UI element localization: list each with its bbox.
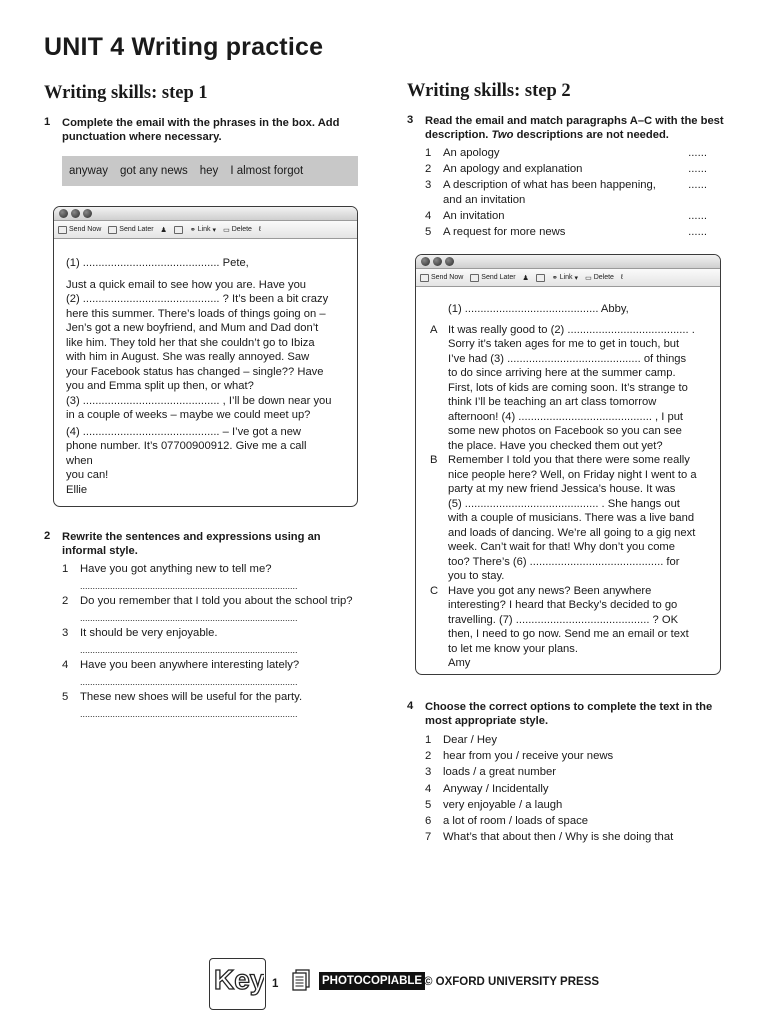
item-number: 5 bbox=[425, 798, 432, 811]
answer-blank[interactable]: ...... bbox=[688, 210, 707, 222]
item-text: Dear / Hey bbox=[443, 734, 497, 746]
q2-list bbox=[62, 562, 372, 722]
list-item bbox=[62, 658, 372, 690]
paragraph-text: It was really good to (2) ....................................... . Sorry it’s taken ages for me to get in touch, but I’ve had (3) ........................................... of things to do since arriving here at the summer camp. First, lots of kids are coming soon. It’s strange to think I’ll be teaching an art class tomorrow afternoon! (4) ........................................... , I put some new photos on Facebook so you can see the place. Have you checked them out yet? bbox=[448, 323, 695, 452]
item-text: An invitation bbox=[443, 210, 505, 222]
step2-heading: Writing skills: step 2 bbox=[407, 81, 571, 101]
minimize-window-button[interactable] bbox=[71, 209, 80, 218]
email-titlebar bbox=[54, 207, 357, 221]
clock-icon bbox=[108, 226, 117, 234]
photocopiable-badge: PHOTOCOPIABLE bbox=[319, 972, 425, 990]
list-item bbox=[425, 209, 707, 225]
send-icon bbox=[420, 274, 429, 282]
list-item bbox=[425, 162, 707, 178]
list-item bbox=[425, 225, 707, 241]
item-text: An apology bbox=[443, 147, 500, 159]
q3-instruction-emphasis: Two bbox=[491, 129, 514, 141]
attach-button[interactable] bbox=[174, 226, 183, 234]
q4-number: 4 bbox=[407, 700, 414, 712]
q4-instruction: Choose the correct options to complete the text in the most appropriate style. bbox=[425, 701, 713, 727]
answer-line[interactable]: ....................................................................................... bbox=[80, 645, 298, 655]
step1-heading: Writing skills: step 1 bbox=[44, 83, 208, 103]
email-window-2 bbox=[415, 254, 721, 675]
answer-blank[interactable]: ...... bbox=[688, 163, 707, 175]
chevron-down-icon: ▾ bbox=[212, 226, 217, 234]
list-item bbox=[62, 626, 372, 658]
email-paragraph: (3) ............................................ , I’ll be down near you in a couple of weeks – maybe we could meet up? bbox=[66, 394, 332, 421]
item-text: very enjoyable / a laugh bbox=[443, 798, 563, 811]
q1-number: 1 bbox=[44, 116, 51, 128]
email-paragraph-b bbox=[430, 453, 720, 584]
email-toolbar bbox=[54, 221, 357, 239]
send-later-button[interactable] bbox=[108, 226, 153, 234]
answer-blank[interactable]: ...... bbox=[688, 226, 707, 238]
item-text: A description of what has been happening, and an invitation bbox=[443, 179, 656, 206]
item-number: 4 bbox=[425, 210, 432, 222]
email-greeting: (1) ........................................... Abby, bbox=[448, 303, 629, 315]
key-logo-graphic bbox=[210, 959, 264, 1008]
phrase-item: I almost forgot bbox=[230, 165, 304, 177]
item-number: 4 bbox=[425, 782, 432, 795]
trash-icon: ▭ bbox=[585, 274, 592, 282]
send-now-button[interactable] bbox=[420, 274, 463, 282]
delete-button[interactable] bbox=[223, 226, 252, 234]
item-number: 2 bbox=[62, 595, 69, 607]
delete-button[interactable] bbox=[585, 274, 614, 282]
item-number: 4 bbox=[62, 659, 69, 671]
publisher-credit: © OXFORD UNIVERSITY PRESS bbox=[424, 976, 600, 988]
item-number: 5 bbox=[62, 691, 69, 703]
q2-instruction: Rewrite the sentences and expressions using an informal style. bbox=[62, 531, 321, 557]
contact-icon: ♟ bbox=[160, 226, 167, 234]
q2-number: 2 bbox=[44, 530, 51, 542]
answer-blank[interactable]: ...... bbox=[688, 147, 707, 159]
list-item bbox=[425, 813, 725, 829]
page-number: 1 bbox=[272, 978, 279, 990]
q3-instruction-part: Read the email and match paragraphs A–C with the best description. bbox=[425, 115, 724, 141]
email-paragraph: (4) ............................................ – I’ve got a new phone number. It’s 07700900912. Give me a call when you can! Ellie bbox=[66, 425, 307, 496]
contacts-button[interactable] bbox=[161, 226, 167, 234]
item-text: hear from you / receive your news bbox=[443, 750, 614, 763]
close-window-button[interactable] bbox=[59, 209, 68, 218]
item-number: 1 bbox=[425, 147, 432, 159]
email-paragraph: Just a quick email to see how you are. Have you (2) ............................................ ? It’s been a bit crazy here this summer. There’s loads of things going on – Jen’s got a new boyfriend, and Mum and Dad don’t like him. They told her that she couldn’t go to Ibiza with him in August. She was really annoyed. Saw your Facebook status has changed – single?? Have you and Emma split up then, or what? bbox=[66, 278, 329, 392]
attach-icon bbox=[174, 226, 183, 234]
delete-label: Delete bbox=[593, 274, 614, 281]
send-later-button[interactable] bbox=[470, 274, 515, 282]
send-later-label: Send Later bbox=[481, 274, 516, 281]
email-body bbox=[54, 239, 357, 497]
item-text: Have you been anywhere interesting lately? bbox=[80, 659, 300, 671]
zoom-window-button[interactable] bbox=[445, 257, 454, 266]
phrase-item: hey bbox=[199, 165, 219, 177]
link-button[interactable] bbox=[552, 274, 578, 282]
list-item bbox=[425, 764, 725, 780]
list-item bbox=[425, 748, 725, 764]
email-body bbox=[416, 287, 720, 671]
item-number: 1 bbox=[62, 563, 69, 575]
item-text: loads / a great number bbox=[443, 766, 557, 779]
contact-icon: ♟ bbox=[522, 274, 529, 282]
paragraph-label: B bbox=[430, 454, 438, 466]
page-title: UNIT 4 Writing practice bbox=[44, 33, 324, 61]
list-item bbox=[425, 829, 725, 845]
link-icon: ⚭ bbox=[189, 226, 196, 234]
answer-line[interactable]: ....................................................................................... bbox=[80, 613, 298, 623]
paperclip-icon: ℓ bbox=[258, 226, 262, 233]
item-number: 1 bbox=[425, 734, 432, 746]
item-text: Anyway / Incidentally bbox=[443, 782, 549, 795]
list-item bbox=[62, 594, 372, 626]
clock-icon bbox=[470, 274, 479, 282]
send-now-label: Send Now bbox=[431, 274, 464, 281]
item-text: An apology and explanation bbox=[443, 163, 583, 175]
item-text: A request for more news bbox=[443, 226, 566, 238]
q3-list bbox=[425, 146, 707, 241]
send-now-button[interactable] bbox=[58, 226, 101, 234]
close-window-button[interactable] bbox=[421, 257, 430, 266]
contacts-button[interactable] bbox=[523, 274, 529, 282]
send-later-label: Send Later bbox=[119, 226, 154, 233]
delete-label: Delete bbox=[231, 226, 252, 233]
trash-icon: ▭ bbox=[223, 226, 230, 234]
key-logo bbox=[209, 958, 266, 1010]
email-window-1 bbox=[53, 206, 358, 507]
answer-line[interactable]: ....................................................................................... bbox=[80, 709, 298, 719]
item-number: 3 bbox=[62, 627, 69, 639]
link-button[interactable] bbox=[190, 226, 216, 234]
phrase-item: anyway bbox=[69, 165, 108, 177]
zoom-window-button[interactable] bbox=[83, 209, 92, 218]
q1-instruction: Complete the email with the phrases in the box. Add punctuation where necessary. bbox=[62, 117, 340, 143]
item-number: 3 bbox=[425, 179, 432, 191]
photocopy-icon bbox=[290, 969, 312, 995]
email-paragraph-c bbox=[430, 584, 720, 671]
chevron-down-icon: ▾ bbox=[574, 274, 579, 282]
item-text: Do you remember that I told you about the school trip? bbox=[80, 595, 353, 607]
link-icon: ⚭ bbox=[551, 274, 558, 282]
phrase-box bbox=[62, 156, 358, 186]
send-now-label: Send Now bbox=[69, 226, 102, 233]
paragraph-text: Have you got any news? Been anywhere interesting? I heard that Becky’s decided to go travelling. (7) ........................................... ? OK then, I need to go now. Send me an email or text to let me know your plans. Amy bbox=[448, 584, 689, 669]
paperclip-icon: ℓ bbox=[620, 274, 624, 281]
list-item bbox=[425, 781, 725, 797]
list-item bbox=[425, 178, 707, 209]
item-number: 2 bbox=[425, 750, 432, 763]
item-text: a lot of room / loads of space bbox=[443, 815, 589, 828]
list-item bbox=[425, 797, 725, 813]
email-toolbar bbox=[416, 269, 720, 287]
email-paragraph-a bbox=[430, 323, 720, 454]
answer-blank[interactable]: ...... bbox=[688, 179, 707, 191]
paragraph-label: C bbox=[430, 584, 439, 597]
item-text: These new shoes will be useful for the party. bbox=[80, 691, 303, 703]
item-number: 7 bbox=[425, 831, 432, 844]
q3-instruction-part: descriptions are not needed. bbox=[516, 129, 669, 141]
list-item bbox=[425, 732, 725, 748]
paragraph-text: Remember I told you that there were some really nice people here? Well, on Friday night I went to a party at my new friend Jessica’s house. It was (5) ........................................... . She hangs out with a couple of musicians. There was a live band and loads of dancing. We’re all going to a gig next week. Can’t wait for that! Why don’t you come too? There’s (6) ........................................... for you to stay. bbox=[448, 454, 697, 582]
item-number: 5 bbox=[425, 226, 432, 238]
q3-instruction bbox=[425, 114, 725, 142]
item-number: 3 bbox=[425, 766, 432, 779]
q4-list bbox=[425, 732, 725, 845]
attach-button[interactable] bbox=[536, 274, 545, 282]
minimize-window-button[interactable] bbox=[433, 257, 442, 266]
answer-line[interactable]: ....................................................................................... bbox=[80, 677, 298, 687]
item-number: 6 bbox=[425, 815, 432, 828]
email-greeting: (1) ............................................ Pete, bbox=[66, 257, 249, 269]
list-item bbox=[62, 690, 372, 722]
list-item bbox=[425, 146, 707, 162]
answer-line[interactable]: ....................................................................................... bbox=[80, 581, 298, 591]
paragraph-label: A bbox=[430, 323, 438, 336]
list-item bbox=[62, 562, 372, 594]
send-icon bbox=[58, 226, 67, 234]
item-text: Have you got anything new to tell me? bbox=[80, 563, 272, 575]
item-number: 2 bbox=[425, 163, 432, 175]
item-text: It should be very enjoyable. bbox=[80, 627, 218, 639]
link-label: Link bbox=[559, 274, 573, 281]
phrase-item: got any news bbox=[120, 165, 188, 177]
paperclip-button[interactable] bbox=[621, 274, 623, 281]
key-logo-letters: Key bbox=[214, 964, 264, 995]
email-titlebar bbox=[416, 255, 720, 269]
attach-icon bbox=[536, 274, 545, 282]
q3-number: 3 bbox=[407, 114, 414, 126]
item-text: What’s that about then / Why is she doing that bbox=[443, 831, 674, 844]
link-label: Link bbox=[197, 226, 211, 233]
paperclip-button[interactable] bbox=[259, 226, 261, 233]
